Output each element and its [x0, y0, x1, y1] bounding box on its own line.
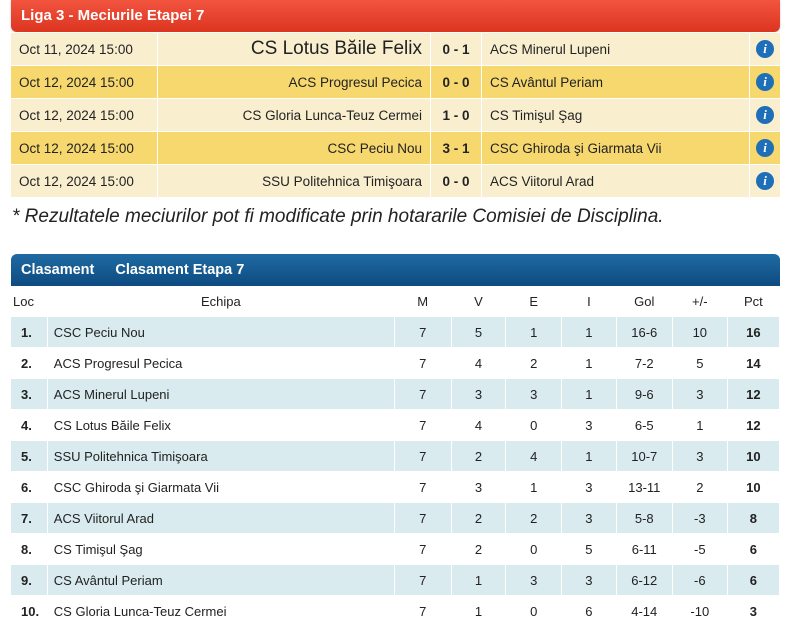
col-echipa: Echipa — [47, 286, 394, 317]
standing-played: 7 — [394, 565, 451, 596]
match-row — [11, 32, 780, 65]
col-gol: Gol — [616, 286, 672, 317]
standing-goals: 10-7 — [616, 441, 672, 472]
standing-team: SSU Politehnica Timişoara — [47, 441, 394, 472]
standing-team: CS Timişul Şag — [47, 534, 394, 565]
info-icon[interactable]: i — [756, 73, 774, 91]
match-row — [11, 164, 780, 197]
standing-goal-diff: 2 — [672, 472, 727, 503]
table-row — [11, 472, 780, 503]
standing-wins: 3 — [451, 472, 506, 503]
standings-header-row — [11, 286, 780, 317]
col-e: E — [506, 286, 562, 317]
standing-losses: 5 — [562, 534, 617, 565]
info-icon[interactable]: i — [756, 40, 774, 58]
table-row — [11, 565, 780, 596]
standing-team: CS Avântul Periam — [47, 565, 394, 596]
matches-list — [11, 32, 780, 197]
standing-position: 2. — [11, 348, 47, 379]
standing-goals: 16-6 — [616, 317, 672, 348]
standing-goals: 5-8 — [616, 503, 672, 534]
match-row — [11, 131, 780, 164]
standing-points: 12 — [727, 410, 779, 441]
table-row — [11, 534, 780, 565]
standing-goals: 6-11 — [616, 534, 672, 565]
standing-goals: 4-14 — [616, 596, 672, 626]
standing-played: 7 — [394, 317, 451, 348]
match-row — [11, 98, 780, 131]
standing-played: 7 — [394, 472, 451, 503]
standing-goal-diff: -5 — [672, 534, 727, 565]
standing-goal-diff: -10 — [672, 596, 727, 626]
match-score: 3 - 1 — [431, 132, 482, 164]
standing-losses: 3 — [562, 472, 617, 503]
standing-goals: 9-6 — [616, 379, 672, 410]
standing-team: CS Lotus Băile Felix — [47, 410, 394, 441]
standing-draws: 2 — [506, 348, 562, 379]
standing-wins: 5 — [451, 317, 506, 348]
standing-team: CS Gloria Lunca-Teuz Cermei — [47, 596, 394, 626]
standing-team: ACS Viitorul Arad — [47, 503, 394, 534]
match-home-team: CSC Peciu Nou — [158, 132, 431, 164]
standings-header — [11, 254, 780, 286]
match-score: 1 - 0 — [431, 99, 482, 131]
table-row — [11, 441, 780, 472]
standing-losses: 3 — [562, 410, 617, 441]
standing-goals: 13-11 — [616, 472, 672, 503]
standing-goal-diff: 10 — [672, 317, 727, 348]
info-icon[interactable]: i — [756, 106, 774, 124]
table-row — [11, 596, 780, 626]
table-row — [11, 410, 780, 441]
standing-position: 7. — [11, 503, 47, 534]
match-info-cell — [750, 66, 780, 98]
standing-played: 7 — [394, 410, 451, 441]
table-row — [11, 348, 780, 379]
tab-clasament[interactable]: Clasament — [21, 254, 94, 286]
standing-team: ACS Progresul Pecica — [47, 348, 394, 379]
match-info-cell — [750, 99, 780, 131]
match-home-team: SSU Politehnica Timişoara — [158, 165, 431, 197]
standing-draws: 4 — [506, 441, 562, 472]
standing-team: CSC Peciu Nou — [47, 317, 394, 348]
match-away-team: CS Timişul Şag — [482, 99, 750, 131]
standing-position: 9. — [11, 565, 47, 596]
standing-goal-diff: 3 — [672, 379, 727, 410]
standing-wins: 2 — [451, 503, 506, 534]
standing-goal-diff: 1 — [672, 410, 727, 441]
standing-points: 12 — [727, 379, 779, 410]
standing-played: 7 — [394, 596, 451, 626]
standing-position: 4. — [11, 410, 47, 441]
standing-goal-diff: 5 — [672, 348, 727, 379]
standing-points: 8 — [727, 503, 779, 534]
standing-losses: 1 — [562, 441, 617, 472]
standing-goals: 6-5 — [616, 410, 672, 441]
standing-played: 7 — [394, 379, 451, 410]
match-score: 0 - 0 — [431, 165, 482, 197]
standing-points: 6 — [727, 534, 779, 565]
match-away-team: ACS Viitorul Arad — [482, 165, 750, 197]
match-home-team: CS Lotus Băile Felix — [158, 33, 431, 65]
standing-position: 1. — [11, 317, 47, 348]
standing-wins: 3 — [451, 379, 506, 410]
standing-wins: 4 — [451, 348, 506, 379]
standing-losses: 3 — [562, 503, 617, 534]
tab-clasament-etapa[interactable]: Clasament Etapa 7 — [115, 254, 244, 286]
standing-wins: 2 — [451, 441, 506, 472]
standing-points: 6 — [727, 565, 779, 596]
col-pct: Pct — [727, 286, 779, 317]
match-date: Oct 12, 2024 15:00 — [11, 99, 158, 131]
standing-losses: 6 — [562, 596, 617, 626]
standing-wins: 1 — [451, 596, 506, 626]
match-away-team: CSC Ghiroda şi Giarmata Vii — [482, 132, 750, 164]
standings-table — [11, 286, 780, 626]
standing-draws: 0 — [506, 410, 562, 441]
standing-team: CSC Ghiroda şi Giarmata Vii — [47, 472, 394, 503]
match-score: 0 - 1 — [431, 33, 482, 65]
standing-draws: 2 — [506, 503, 562, 534]
standing-draws: 0 — [506, 596, 562, 626]
standing-losses: 1 — [562, 379, 617, 410]
table-row — [11, 317, 780, 348]
standing-losses: 1 — [562, 348, 617, 379]
matches-panel — [11, 0, 780, 197]
match-home-team: CS Gloria Lunca-Teuz Cermei — [158, 99, 431, 131]
standing-points: 10 — [727, 441, 779, 472]
standing-position: 10. — [11, 596, 47, 626]
standing-points: 3 — [727, 596, 779, 626]
standing-draws: 0 — [506, 534, 562, 565]
match-info-cell — [750, 132, 780, 164]
standing-draws: 3 — [506, 379, 562, 410]
standing-points: 16 — [727, 317, 779, 348]
match-away-team: ACS Minerul Lupeni — [482, 33, 750, 65]
col-v: V — [451, 286, 506, 317]
match-date: Oct 12, 2024 15:00 — [11, 66, 158, 98]
standing-draws: 3 — [506, 565, 562, 596]
match-info-cell — [750, 33, 780, 65]
match-info-cell — [750, 165, 780, 197]
standing-played: 7 — [394, 441, 451, 472]
match-score: 0 - 0 — [431, 66, 482, 98]
standing-goal-diff: -3 — [672, 503, 727, 534]
standing-played: 7 — [394, 503, 451, 534]
col-diff: +/- — [672, 286, 727, 317]
standing-goals: 6-12 — [616, 565, 672, 596]
info-icon[interactable]: i — [756, 139, 774, 157]
standing-played: 7 — [394, 534, 451, 565]
standing-goals: 7-2 — [616, 348, 672, 379]
match-date: Oct 12, 2024 15:00 — [11, 132, 158, 164]
standing-draws: 1 — [506, 472, 562, 503]
standing-losses: 3 — [562, 565, 617, 596]
match-row — [11, 65, 780, 98]
match-away-team: CS Avântul Periam — [482, 66, 750, 98]
standing-losses: 1 — [562, 317, 617, 348]
standing-played: 7 — [394, 348, 451, 379]
col-i: I — [562, 286, 617, 317]
match-date: Oct 12, 2024 15:00 — [11, 165, 158, 197]
table-row — [11, 503, 780, 534]
standing-goal-diff: 3 — [672, 441, 727, 472]
col-loc: Loc — [11, 286, 47, 317]
standing-points: 14 — [727, 348, 779, 379]
col-m: M — [394, 286, 451, 317]
matches-title: Liga 3 - Meciurile Etapei 7 — [11, 0, 780, 32]
table-row — [11, 379, 780, 410]
standing-draws: 1 — [506, 317, 562, 348]
standing-position: 8. — [11, 534, 47, 565]
standing-position: 3. — [11, 379, 47, 410]
standings-panel — [11, 254, 780, 626]
standing-goal-diff: -6 — [672, 565, 727, 596]
info-icon[interactable]: i — [756, 172, 774, 190]
standing-position: 5. — [11, 441, 47, 472]
standing-points: 10 — [727, 472, 779, 503]
match-date: Oct 11, 2024 15:00 — [11, 33, 158, 65]
disciplinary-note: * Rezultatele meciurilor pot fi modificate prin hotararile Comisiei de Disciplina. — [12, 206, 664, 228]
standing-team: ACS Minerul Lupeni — [47, 379, 394, 410]
standing-wins: 1 — [451, 565, 506, 596]
standing-position: 6. — [11, 472, 47, 503]
standings-body — [11, 317, 780, 626]
match-home-team: ACS Progresul Pecica — [158, 66, 431, 98]
standing-wins: 2 — [451, 534, 506, 565]
standing-wins: 4 — [451, 410, 506, 441]
